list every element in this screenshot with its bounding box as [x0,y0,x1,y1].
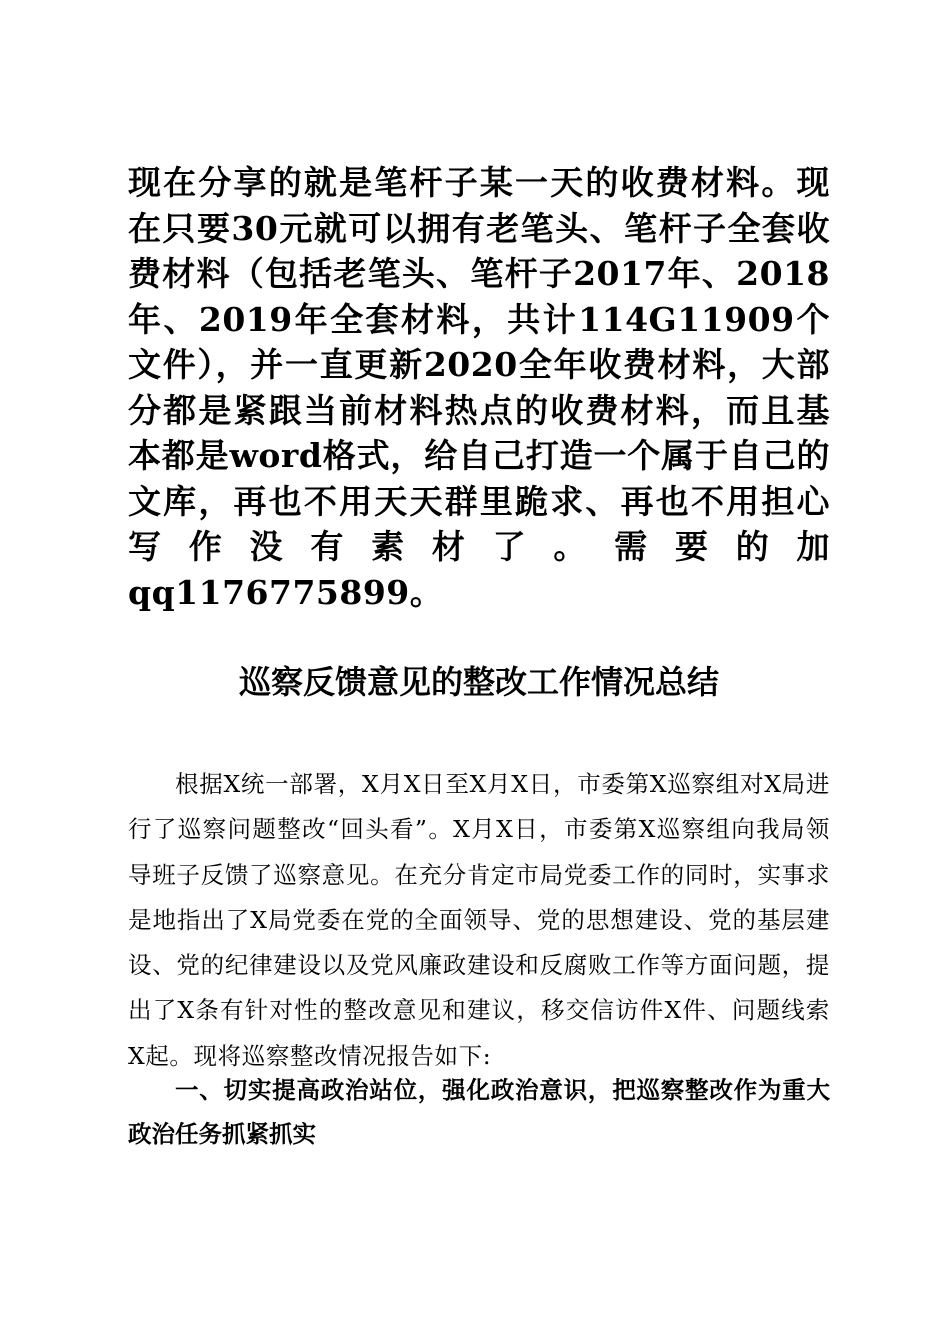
body-paragraph: 根据X统一部署，X月X日至X月X日，市委第X巡察组对X局进行了巡察问题整改“回头看”。X月X日，市委第X巡察组向我局领导班子反馈了巡察意见。在充分肯定市局党委工作的同时，实事求是地指出了X局党委在党的全面领导、党的思想建设、党的基层建设、党的纪律建设以及党风廉政建设和反腐败工作等方面问题，提出了X条有针对性的整改意见和建议，移交信访件X件、问题线索X起。现将巡察整改情况报告如下: [128,770,830,1070]
document-title: 巡察反馈意见的整改工作情况总结 [238,663,719,701]
section-heading: 一、切实提高政治站位，强化政治意识，把巡察整改作为重大政治任务抓紧抓实 [128,1076,830,1148]
promo-paragraph: 现在分享的就是笔杆子某一天的收费材料。现在只要30元就可以拥有老笔头、笔杆子全套收费材料（包括老笔头、笔杆子2017年、2018年、2019年全套材料，共计114G11909个文件），并一直更新2020全年收费材料，大部分都是紧跟当前材料热点的收费材料，而且基本都是word格式，给自己打造一个属于自己的文库，再也不用天天群里跪求、再也不用担心写作没有素材了。需要的加qq1176775899。 [128,163,830,612]
